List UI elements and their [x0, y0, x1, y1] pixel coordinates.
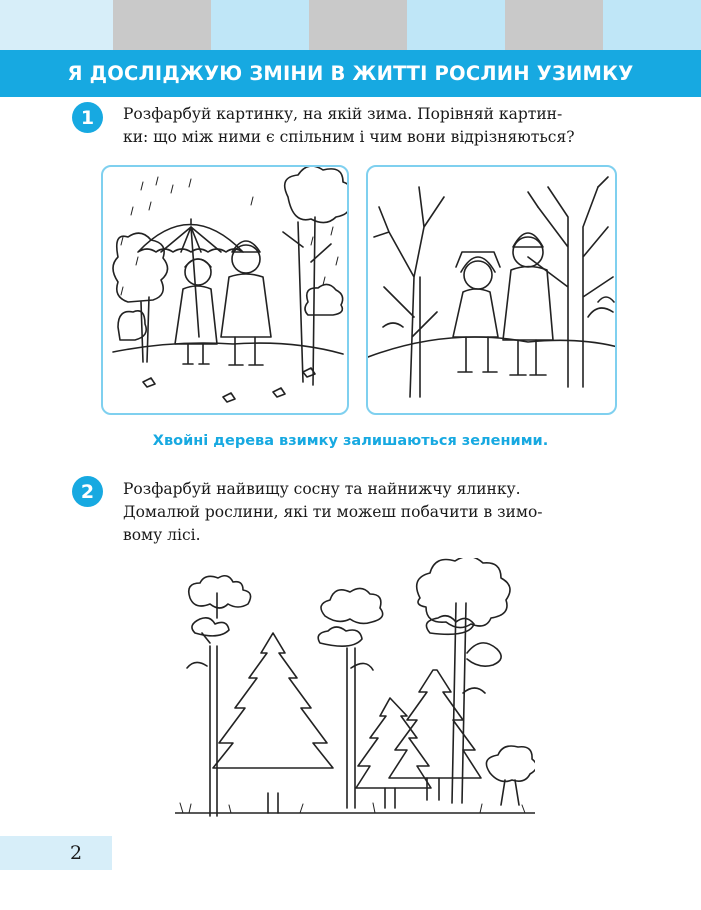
task-2-line: Домалюй рослини, які ти можеш побачити в зимо-: [123, 503, 543, 521]
pine-tree-icon: [318, 588, 382, 808]
children-icon: [453, 233, 553, 375]
task-2-line: Розфарбуй найвищу сосну та найнижчу ялинку.: [123, 480, 521, 498]
autumn-scene-drawing: [103, 167, 349, 415]
autumn-picture[interactable]: [101, 165, 349, 415]
bush-icon: [486, 746, 535, 805]
winter-picture[interactable]: [366, 165, 617, 415]
spruce-tree-icon: [356, 698, 431, 808]
task-2-text: [123, 478, 613, 547]
task-1-text: [123, 103, 613, 149]
conifer-note: Хвойні дерева взимку залишаються зеленими.: [152, 433, 549, 449]
spruce-tree-icon: [213, 633, 333, 813]
page-title: Я ДОСЛІДЖУЮ ЗМІНИ В ЖИТТІ РОСЛИН УЗИМКУ: [67, 62, 634, 85]
task-number-badge: 1: [72, 102, 103, 133]
winter-scene-drawing: [368, 167, 617, 415]
umbrella-icon: [138, 219, 243, 337]
trees-drawing[interactable]: [175, 558, 535, 827]
task-1-line: Розфарбуй картинку, на якій зима. Порівняй картин-: [123, 105, 563, 123]
page-number: 2: [70, 842, 83, 864]
top-decor-strip: [0, 0, 701, 50]
forest-drawing: [175, 558, 535, 823]
children-icon: [175, 241, 271, 365]
page-title-bar: [0, 50, 701, 97]
task-2-line: вому лісі.: [123, 526, 201, 544]
bare-tree-icon: [374, 177, 613, 397]
pine-tree-icon: [187, 576, 251, 816]
task-number-badge: 2: [72, 476, 103, 507]
pine-tree-icon: [417, 558, 510, 803]
page-number-tab: [0, 836, 112, 870]
task-1-line: ки: що між ними є спільним і чим вони відрізняються?: [123, 128, 575, 146]
